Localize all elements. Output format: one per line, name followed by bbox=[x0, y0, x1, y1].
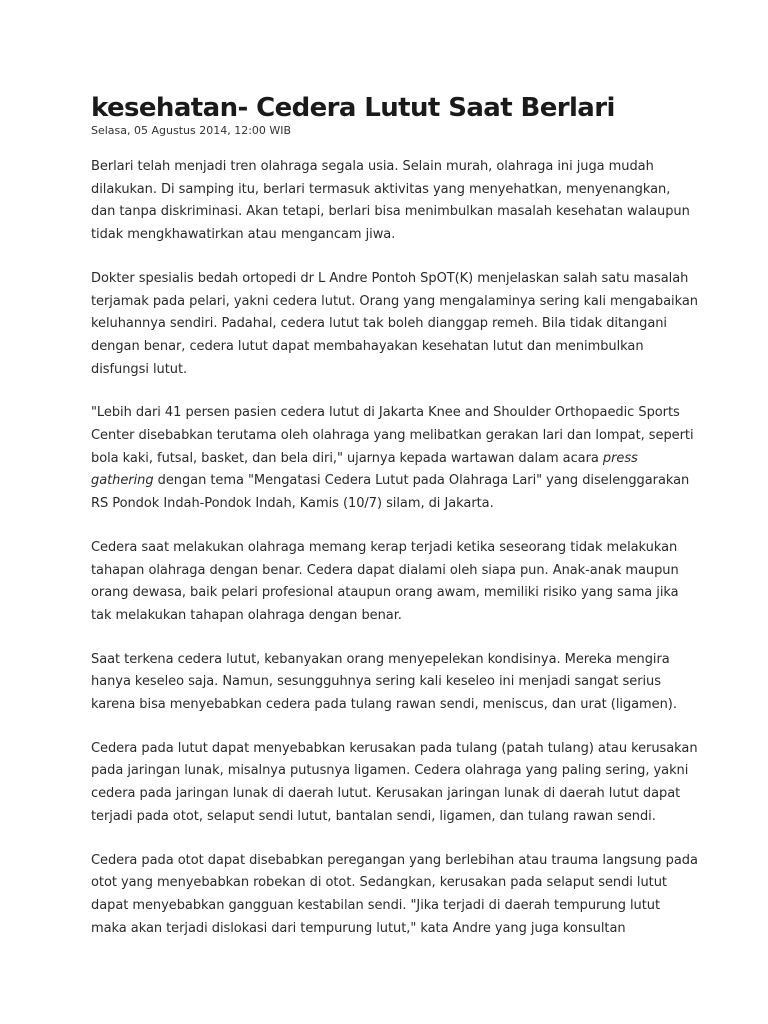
article-title: kesehatan- Cedera Lutut Saat Berlari bbox=[91, 93, 615, 123]
quote-italic-text: press gathering bbox=[91, 450, 638, 489]
paragraph: Berlari telah menjadi tren olahraga segala usia. Selain murah, olahraga ini juga mudah dilakukan. Di samping itu, berlari termasuk aktivitas yang menyehatkan, menyenangkan, dan tanpa diskriminasi. Akan tetapi, berlari bisa menimbulkan masalah kesehatan walaupun tidak mengkhawatirkan atau mengancam jiwa. bbox=[91, 159, 690, 243]
article-body bbox=[91, 156, 698, 940]
quote-text: "Lebih dari 41 persen pasien cedera lutut di Jakarta Knee and Shoulder Orthopaedic Sports Center disebabkan terutama oleh olahraga yang melibatkan gerakan lari dan lompat, seperti bola kaki, futsal, basket, dan bela diri," ujarnya kepada wartawan dalam acara bbox=[91, 405, 694, 466]
paragraph: Dokter spesialis bedah ortopedi dr L Andre Pontoh SpOT(K) menjelaskan salah satu masalah terjamak pada pelari, yakni cedera lutut. Orang yang mengalaminya sering kali mengabaikan keluhannya sendiri. Padahal, cedera lutut tak boleh dianggap remeh. Bila tidak ditangani dengan benar, cedera lutut dapat membahayakan kesehatan lutut dan menimbulkan disfungsi lutut. bbox=[91, 270, 698, 377]
quote-text-end: dengan tema "Mengatasi Cedera Lutut pada Olahraga Lari" yang diselenggarakan RS Pondok Indah-Pondok Indah, Kamis (10/7) silam, di Jakarta. bbox=[91, 473, 690, 512]
quote-paragraph bbox=[91, 402, 698, 516]
paragraph: Cedera saat melakukan olahraga memang kerap terjadi ketika seseorang tidak melakukan tahapan olahraga dengan benar. Cedera dapat dialami oleh siapa pun. Anak-anak maupun orang dewasa, baik pelari profesional ataupun orang awam, memiliki risiko yang sama jika tak melakukan tahapan olahraga dengan benar. bbox=[91, 539, 679, 623]
paragraph: Saat terkena cedera lutut, kebanyakan orang menyepelekan kondisinya. Mereka mengira hanya keseleo saja. Namun, sesungguhnya sering kali keseleo ini menjadi sangat serius karena bisa menyebabkan cedera pada tulang rawan sendi, meniscus, dan urat (ligamen). bbox=[91, 651, 677, 713]
article-date: Selasa, 05 Agustus 2014, 12:00 WIB bbox=[91, 124, 292, 137]
paragraph: Cedera pada otot dapat disebabkan peregangan yang berlebihan atau trauma langsung pada otot yang menyebabkan robekan di otot. Sedangkan, kerusakan pada selaput sendi lutut dapat menyebabkan gangguan kestabilan sendi. "Jika terjadi di daerah tempurung lutut maka akan terjadi dislokasi dari tempurung lutut," kata Andre yang juga konsultan bbox=[91, 852, 698, 936]
paragraph: Cedera pada lutut dapat menyebabkan kerusakan pada tulang (patah tulang) atau kerusakan pada jaringan lunak, misalnya putusnya ligamen. Cedera olahraga yang paling sering, yakni cedera pada jaringan lunak di daerah lutut. Kerusakan jaringan lunak di daerah lutut dapat terjadi pada otot, selaput sendi lutut, bantalan sendi, ligamen, dan tulang rawan sendi. bbox=[91, 740, 698, 824]
